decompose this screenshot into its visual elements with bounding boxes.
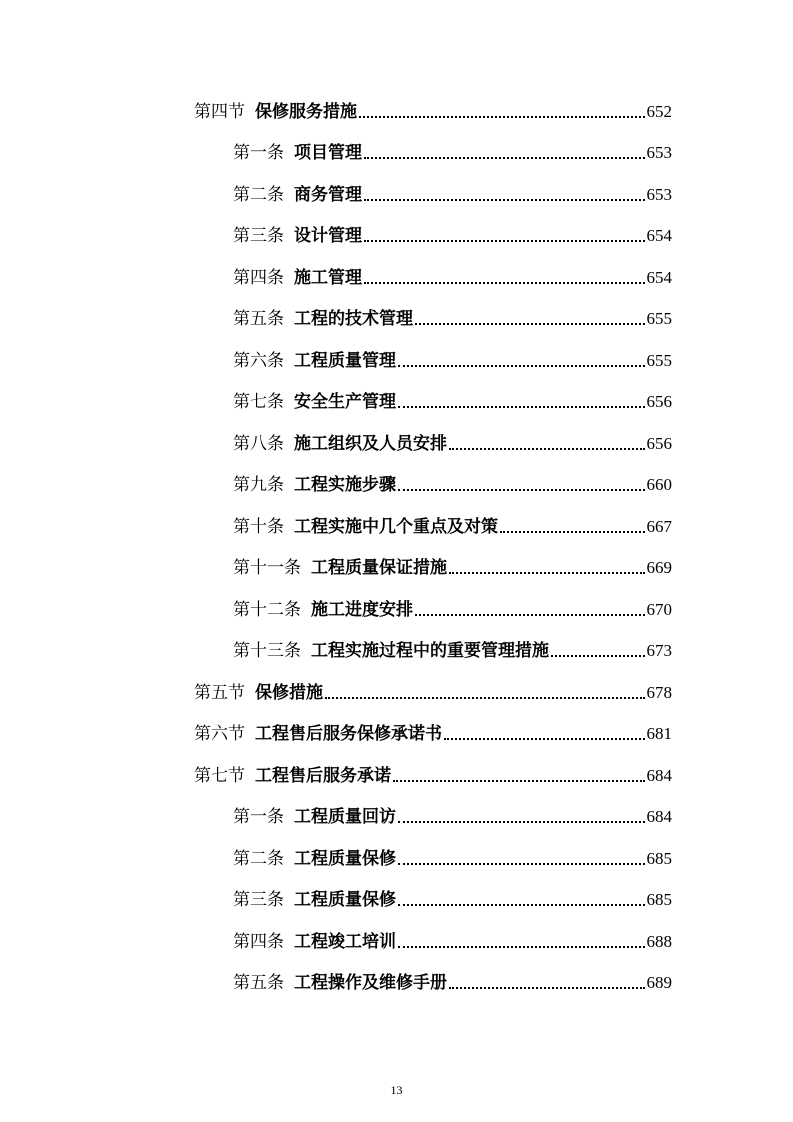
toc-entry-title: 工程质量回访 — [294, 807, 396, 828]
toc-entry[interactable] — [0, 174, 793, 216]
toc-entry-number: 第十三条 — [233, 641, 301, 662]
toc-entry-title: 工程售后服务承诺 — [255, 765, 391, 786]
toc-entry[interactable] — [0, 423, 793, 465]
toc-entry-title: 工程操作及维修手册 — [294, 973, 447, 994]
toc-entry-page: 684 — [646, 765, 672, 785]
table-of-contents — [0, 91, 793, 1004]
toc-entry[interactable] — [0, 299, 793, 341]
toc-dot-leader — [398, 863, 645, 865]
toc-entry-number: 第六节 — [194, 724, 245, 745]
toc-dot-leader — [398, 904, 645, 906]
toc-entry[interactable] — [0, 589, 793, 631]
toc-entry[interactable] — [0, 465, 793, 507]
toc-entry-number: 第三条 — [233, 226, 284, 247]
toc-entry-page: 681 — [646, 724, 672, 744]
toc-entry-title: 工程的技术管理 — [294, 309, 413, 330]
toc-entry[interactable] — [0, 382, 793, 424]
toc-entry-page: 688 — [646, 931, 672, 951]
toc-entry-title: 工程质量管理 — [294, 350, 396, 371]
toc-entry-page: 656 — [646, 392, 672, 412]
toc-entry-number: 第十一条 — [233, 558, 301, 579]
toc-dot-leader — [551, 655, 645, 657]
toc-entry[interactable] — [0, 506, 793, 548]
toc-entry-number: 第一条 — [233, 807, 284, 828]
toc-entry[interactable] — [0, 921, 793, 963]
toc-entry-page: 678 — [646, 682, 672, 702]
toc-entry[interactable] — [0, 91, 793, 133]
toc-entry[interactable] — [0, 340, 793, 382]
toc-dot-leader — [449, 572, 645, 574]
toc-dot-leader — [359, 116, 645, 118]
toc-entry-title: 工程质量保修 — [294, 848, 396, 869]
toc-entry-page: 654 — [646, 267, 672, 287]
toc-entry[interactable] — [0, 257, 793, 299]
page-number: 13 — [390, 1083, 403, 1097]
toc-dot-leader — [364, 199, 645, 201]
toc-entry-number: 第九条 — [233, 475, 284, 496]
toc-entry-title: 设计管理 — [294, 226, 362, 247]
toc-entry-page: 655 — [646, 309, 672, 329]
toc-entry[interactable] — [0, 714, 793, 756]
toc-entry[interactable] — [0, 216, 793, 258]
toc-dot-leader — [398, 406, 645, 408]
toc-entry[interactable] — [0, 548, 793, 590]
toc-entry-number: 第四条 — [233, 267, 284, 288]
toc-entry-title: 工程实施步骤 — [294, 475, 396, 496]
toc-entry-page: 689 — [646, 973, 672, 993]
toc-dot-leader — [444, 738, 645, 740]
toc-entry-number: 第二条 — [233, 848, 284, 869]
toc-entry-page: 653 — [646, 143, 672, 163]
toc-entry-number: 第五节 — [194, 682, 245, 703]
toc-entry-page: 673 — [646, 641, 672, 661]
toc-dot-leader — [415, 614, 645, 616]
toc-entry-number: 第四节 — [194, 101, 245, 122]
toc-dot-leader — [449, 987, 645, 989]
toc-entry-title: 工程质量保证措施 — [311, 558, 447, 579]
toc-entry-title: 保修服务措施 — [255, 101, 357, 122]
toc-entry-page: 684 — [646, 807, 672, 827]
toc-entry-page: 655 — [646, 350, 672, 370]
toc-dot-leader — [415, 323, 645, 325]
toc-entry-page: 670 — [646, 599, 672, 619]
toc-entry-title: 施工管理 — [294, 267, 362, 288]
toc-dot-leader — [393, 780, 645, 782]
toc-entry-page: 685 — [646, 848, 672, 868]
toc-entry-page: 667 — [646, 516, 672, 536]
toc-entry-number: 第四条 — [233, 931, 284, 952]
toc-entry-number: 第五条 — [233, 973, 284, 994]
toc-entry[interactable] — [0, 672, 793, 714]
toc-dot-leader — [398, 489, 645, 491]
toc-entry-page: 652 — [646, 101, 672, 121]
toc-entry-title: 施工组织及人员安排 — [294, 433, 447, 454]
toc-dot-leader — [398, 365, 645, 367]
toc-entry-title: 安全生产管理 — [294, 392, 396, 413]
toc-entry[interactable] — [0, 631, 793, 673]
toc-entry[interactable] — [0, 963, 793, 1005]
toc-entry-number: 第十条 — [233, 516, 284, 537]
toc-entry-page: 685 — [646, 890, 672, 910]
toc-entry-page: 660 — [646, 475, 672, 495]
toc-entry-number: 第三条 — [233, 890, 284, 911]
toc-entry-title: 工程实施过程中的重要管理措施 — [311, 641, 549, 662]
toc-dot-leader — [398, 946, 645, 948]
toc-entry[interactable] — [0, 797, 793, 839]
toc-entry[interactable] — [0, 133, 793, 175]
toc-entry[interactable] — [0, 838, 793, 880]
toc-entry-number: 第八条 — [233, 433, 284, 454]
toc-entry-number: 第一条 — [233, 143, 284, 164]
toc-entry-title: 施工进度安排 — [311, 599, 413, 620]
toc-entry-page: 669 — [646, 558, 672, 578]
toc-entry-number: 第六条 — [233, 350, 284, 371]
toc-dot-leader — [364, 282, 645, 284]
toc-entry-title: 保修措施 — [255, 682, 323, 703]
toc-dot-leader — [364, 240, 645, 242]
toc-entry-number: 第二条 — [233, 184, 284, 205]
toc-entry-title: 商务管理 — [294, 184, 362, 205]
toc-entry-title: 工程售后服务保修承诺书 — [255, 724, 442, 745]
toc-entry-number: 第七节 — [194, 765, 245, 786]
toc-entry[interactable] — [0, 755, 793, 797]
toc-dot-leader — [325, 697, 645, 699]
toc-entry-number: 第五条 — [233, 309, 284, 330]
toc-entry-title: 工程实施中几个重点及对策 — [294, 516, 498, 537]
toc-dot-leader — [500, 531, 645, 533]
toc-entry-page: 654 — [646, 226, 672, 246]
toc-entry-title: 工程竣工培训 — [294, 931, 396, 952]
toc-dot-leader — [449, 448, 645, 450]
toc-dot-leader — [398, 821, 645, 823]
toc-entry-number: 第十二条 — [233, 599, 301, 620]
toc-dot-leader — [364, 157, 645, 159]
toc-entry-title: 工程质量保修 — [294, 890, 396, 911]
toc-entry-number: 第七条 — [233, 392, 284, 413]
toc-entry-page: 656 — [646, 433, 672, 453]
toc-entry-page: 653 — [646, 184, 672, 204]
toc-entry[interactable] — [0, 880, 793, 922]
toc-entry-title: 项目管理 — [294, 143, 362, 164]
